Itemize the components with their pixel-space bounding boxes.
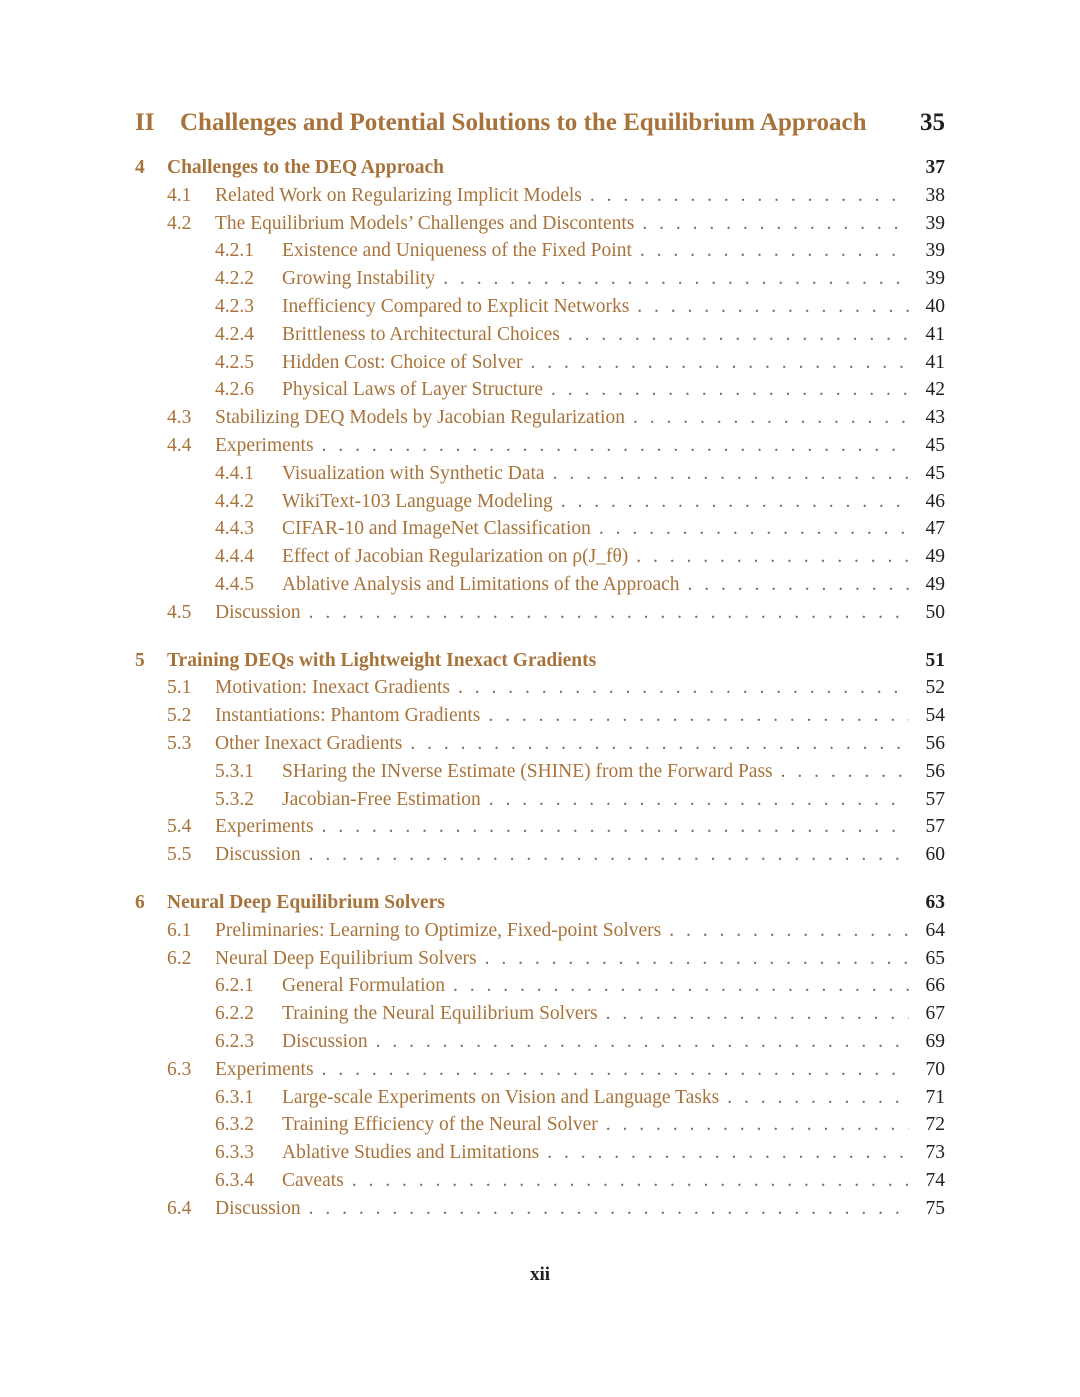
section-page: 56 [925,732,945,754]
subsection-page: 40 [925,295,945,317]
section-title: The Equilibrium Models’ Challenges and Discontents [215,212,635,234]
subsection-page: 41 [925,323,945,345]
toc-subsection-4-4-3[interactable] [135,515,945,543]
toc-subsection-5-3-1[interactable] [135,758,945,786]
toc-section-6-1[interactable] [135,917,945,945]
dot-leader [485,945,909,973]
table-of-contents [135,100,945,1222]
section-title: Stabilizing DEQ Models by Jacobian Regularization [215,407,625,429]
toc-subsection-4-4-2[interactable] [135,488,945,516]
subsection-title: Hidden Cost: Choice of Solver [282,351,523,373]
subsection-number: 6.3.1 [215,1086,254,1108]
subsection-number: 6.3.3 [215,1142,254,1164]
subsection-number: 4.4.5 [215,573,254,595]
part-heading [135,100,945,146]
dot-leader [642,210,909,238]
chapter-page: 63 [925,891,945,913]
toc-subsection-5-3-2[interactable] [135,786,945,814]
subsection-number: 5.3.2 [215,788,254,810]
subsection-page: 42 [925,379,945,401]
subsection-number: 4.2.1 [215,240,254,262]
toc-subsection-4-4-1[interactable] [135,460,945,488]
subsection-title: Inefficiency Compared to Explicit Networks [282,295,630,317]
subsection-page: 41 [925,351,945,373]
subsection-number: 4.4.1 [215,462,254,484]
subsection-title: Ablative Analysis and Limitations of the Approach [282,573,680,595]
toc-section-6-3[interactable] [135,1056,945,1084]
dot-leader [322,813,909,841]
toc-subsection-4-2-4[interactable] [135,321,945,349]
subsection-page: 57 [925,788,945,810]
subsection-page: 74 [925,1169,945,1191]
dot-leader [489,786,909,814]
section-title: Related Work on Regularizing Implicit Models [215,184,582,206]
toc-subsection-4-4-5[interactable] [135,571,945,599]
section-page: 75 [925,1197,945,1219]
dot-leader [568,321,909,349]
chapter-page: 37 [925,157,945,178]
section-title: Discussion [215,844,301,866]
subsection-title: Ablative Studies and Limitations [282,1142,540,1164]
toc-subsection-6-2-3[interactable] [135,1028,945,1056]
section-title: Experiments [215,1058,314,1080]
dot-leader [727,1084,909,1112]
subsection-page: 72 [925,1114,945,1136]
subsection-number: 4.2.6 [215,379,254,401]
subsection-title: CIFAR-10 and ImageNet Classification [282,518,591,540]
dot-leader [322,432,909,460]
subsection-page: 71 [925,1086,945,1108]
dot-leader [599,515,909,543]
dot-leader [606,1111,909,1139]
subsection-title: General Formulation [282,975,445,997]
dot-leader [376,1028,909,1056]
dot-leader [553,460,909,488]
dot-leader [551,376,909,404]
subsection-title: Growing Instability [282,268,436,290]
subsection-page: 69 [925,1030,945,1052]
subsection-title: Effect of Jacobian Regularization on ρ(J_fθ) [282,546,629,568]
subsection-number: 6.2.2 [215,1003,254,1025]
toc-section-5-5[interactable] [135,841,945,869]
section-number: 4.2 [167,212,192,234]
chapter-number: 4 [135,157,145,178]
section-page: 50 [925,601,945,623]
toc-section-6-2[interactable] [135,945,945,973]
dot-leader [669,917,909,945]
toc-section-4-5[interactable] [135,599,945,627]
dot-leader [561,488,909,516]
section-number: 6.4 [167,1197,192,1219]
toc-section-6-4[interactable] [135,1195,945,1223]
subsection-number: 4.2.3 [215,295,254,317]
dot-leader [322,1056,909,1084]
section-page: 60 [925,844,945,866]
toc-chapter-4[interactable] [135,154,945,182]
section-title: Experiments [215,816,314,838]
section-number: 4.1 [167,184,192,206]
toc-subsection-4-2-2[interactable] [135,265,945,293]
dot-leader [309,599,909,627]
chapter-number: 5 [135,649,145,671]
toc-subsection-4-2-6[interactable] [135,376,945,404]
subsection-title: WikiText-103 Language Modeling [282,490,553,512]
toc-section-4-3[interactable] [135,404,945,432]
subsection-page: 39 [925,240,945,262]
subsection-title: SHaring the INverse Estimate (SHINE) from the Forward Pass [282,760,773,782]
subsection-title: Visualization with Synthetic Data [282,462,545,484]
subsection-page: 67 [925,1003,945,1025]
section-page: 65 [925,947,945,969]
dot-leader [637,293,909,321]
section-number: 5.5 [167,844,192,866]
dot-leader [633,404,909,432]
chapter-number: 6 [135,891,145,913]
subsection-page: 66 [925,975,945,997]
subsection-number: 6.2.3 [215,1030,254,1052]
chapter-list [135,154,945,1222]
toc-subsection-6-3-4[interactable] [135,1167,945,1195]
section-number: 6.3 [167,1058,192,1080]
part-page: 35 [920,109,945,136]
subsection-page: 73 [925,1142,945,1164]
section-number: 4.3 [167,407,192,429]
subsection-title: Discussion [282,1030,368,1052]
toc-subsection-6-3-2[interactable] [135,1111,945,1139]
toc-section-4-4[interactable] [135,432,945,460]
section-page: 39 [925,212,945,234]
dot-leader [488,702,909,730]
chapter-title: Neural Deep Equilibrium Solvers [167,891,445,913]
dot-leader [640,237,909,265]
part-title: Challenges and Potential Solutions to the Equilibrium Approach [180,109,867,136]
section-number: 6.2 [167,947,192,969]
section-title: Neural Deep Equilibrium Solvers [215,947,477,969]
subsection-page: 46 [925,490,945,512]
subsection-number: 4.2.4 [215,323,254,345]
section-number: 5.3 [167,732,192,754]
chapter-page: 51 [925,649,945,671]
subsection-page: 49 [925,573,945,595]
toc-subsection-4-2-1[interactable] [135,237,945,265]
subsection-page: 56 [925,760,945,782]
dot-leader [688,571,909,599]
toc-section-5-2[interactable] [135,702,945,730]
dot-leader [781,758,909,786]
subsection-number: 4.2.2 [215,268,254,290]
section-page: 45 [925,434,945,456]
toc-section-5-4[interactable] [135,813,945,841]
dot-leader [606,1000,909,1028]
dot-leader [458,674,909,702]
subsection-title: Existence and Uniqueness of the Fixed Point [282,240,632,262]
toc-subsection-6-3-1[interactable] [135,1084,945,1112]
section-title: Discussion [215,601,301,623]
section-page: 43 [925,407,945,429]
section-page: 57 [925,816,945,838]
subsection-number: 6.3.4 [215,1169,254,1191]
subsection-title: Large-scale Experiments on Vision and Language Tasks [282,1086,720,1108]
subsection-title: Training Efficiency of the Neural Solver [282,1114,598,1136]
toc-section-4-2[interactable] [135,210,945,238]
subsection-page: 39 [925,268,945,290]
toc-section-4-1[interactable] [135,182,945,210]
section-number: 5.4 [167,816,192,838]
subsection-title: Physical Laws of Layer Structure [282,379,544,401]
section-title: Other Inexact Gradients [215,732,403,754]
subsection-title: Jacobian-Free Estimation [282,788,481,810]
section-number: 6.1 [167,919,192,941]
subsection-title: Training the Neural Equilibrium Solvers [282,1003,598,1025]
subsection-page: 47 [925,518,945,540]
section-number: 5.2 [167,705,192,727]
dot-leader [453,972,909,1000]
toc-chapter-5[interactable] [135,647,945,675]
subsection-page: 45 [925,462,945,484]
dot-leader [309,841,909,869]
dot-leader [443,265,909,293]
toc-subsection-4-4-4[interactable] [135,543,945,571]
chapter-title: Training DEQs with Lightweight Inexact Gradients [167,649,597,671]
dot-leader [530,349,909,377]
subsection-number: 4.4.4 [215,546,254,568]
section-page: 54 [925,705,945,727]
subsection-page: 49 [925,546,945,568]
subsection-number: 4.2.5 [215,351,254,373]
dot-leader [636,543,909,571]
section-title: Instantiations: Phantom Gradients [215,705,481,727]
toc-section-5-3[interactable] [135,730,945,758]
section-title: Motivation: Inexact Gradients [215,677,451,699]
subsection-number: 6.3.2 [215,1114,254,1136]
section-title: Preliminaries: Learning to Optimize, Fixed-point Solvers [215,919,662,941]
subsection-number: 4.4.2 [215,490,254,512]
toc-subsection-4-2-3[interactable] [135,293,945,321]
toc-chapter-6[interactable] [135,889,945,917]
subsection-number: 5.3.1 [215,760,254,782]
dot-leader [309,1195,909,1223]
subsection-number: 6.2.1 [215,975,254,997]
section-number: 4.4 [167,434,192,456]
dot-leader [352,1167,909,1195]
toc-subsection-6-2-1[interactable] [135,972,945,1000]
subsection-title: Caveats [282,1169,344,1191]
section-title: Experiments [215,434,314,456]
toc-section-5-1[interactable] [135,674,945,702]
part-number: II [135,109,155,136]
dot-leader [590,182,909,210]
dot-leader [410,730,909,758]
subsection-number: 4.4.3 [215,518,254,540]
toc-subsection-6-3-3[interactable] [135,1139,945,1167]
dot-leader [547,1139,909,1167]
section-page: 64 [925,919,945,941]
toc-subsection-4-2-5[interactable] [135,349,945,377]
section-number: 4.5 [167,601,192,623]
chapter-title: Challenges to the DEQ Approach [167,157,444,178]
section-page: 38 [925,184,945,206]
section-page: 70 [925,1058,945,1080]
subsection-title: Brittleness to Architectural Choices [282,323,560,345]
section-page: 52 [925,677,945,699]
section-title: Discussion [215,1197,301,1219]
toc-subsection-6-2-2[interactable] [135,1000,945,1028]
section-number: 5.1 [167,677,192,699]
page-number-footer: xii [529,1264,551,1285]
